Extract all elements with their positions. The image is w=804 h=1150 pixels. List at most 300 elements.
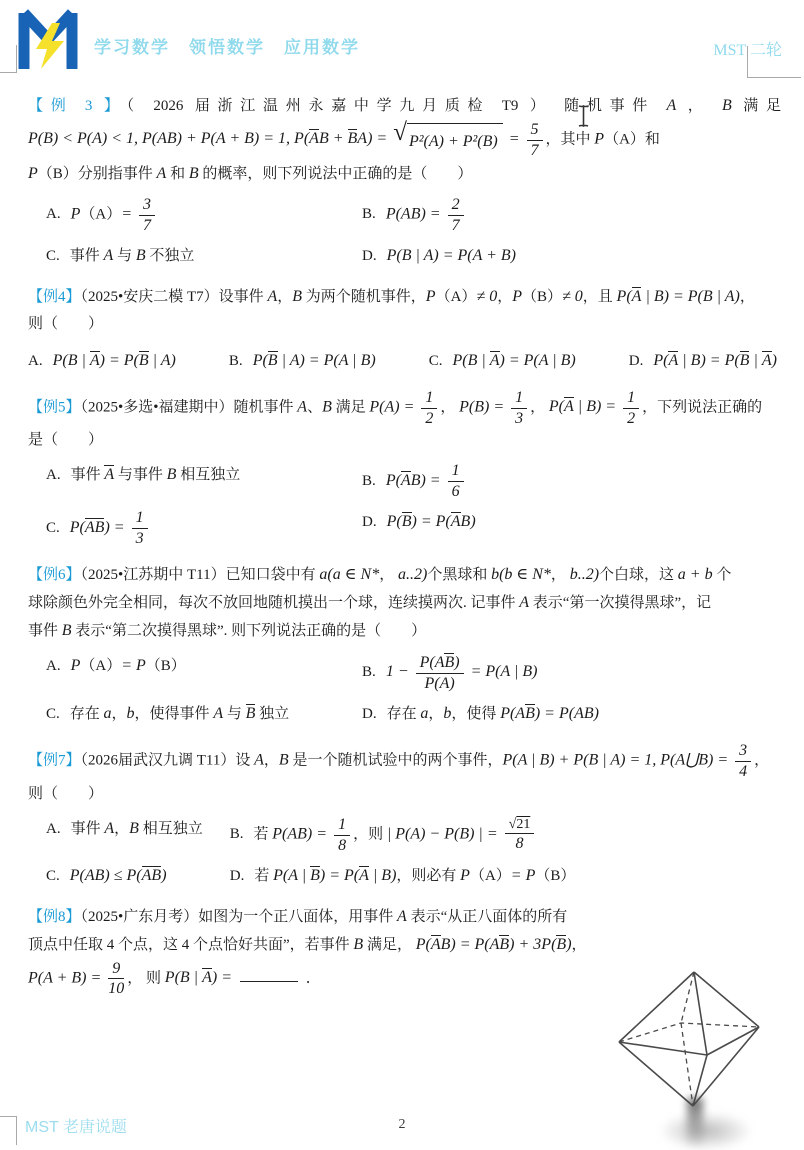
math-expression: = P	[510, 866, 536, 884]
text-run: 与	[113, 247, 136, 264]
fraction-denominator	[334, 836, 350, 855]
text-run: 则（ ）	[28, 315, 104, 332]
math-expression: B	[188, 164, 199, 182]
math-expression: 5	[530, 121, 539, 138]
overline-bar: A	[564, 397, 574, 415]
math-expression: P(B | A) =	[164, 968, 236, 986]
options-grid	[28, 195, 781, 270]
math-expression: = P(A | B)	[466, 662, 538, 680]
fraction-denominator	[505, 834, 535, 853]
problem-line	[28, 427, 781, 454]
fraction	[421, 388, 437, 428]
text-run: （2026届武汉九调 T11）设	[80, 752, 255, 769]
option-D	[362, 700, 781, 728]
math-expression: A	[297, 397, 308, 415]
corner-mark-top-right	[747, 46, 801, 78]
overline-bar: A	[631, 287, 642, 305]
overline-bar: B	[739, 351, 750, 369]
overline-bar: A	[89, 351, 100, 369]
document-content[interactable]	[28, 92, 781, 1011]
text-run: 若	[253, 826, 273, 843]
option-key: A.	[28, 352, 43, 369]
fraction	[623, 388, 639, 428]
option-key: D.	[362, 247, 377, 264]
problem-label: 【例5】	[28, 398, 81, 415]
option-A	[46, 195, 362, 235]
text-run: （B）分别指事件	[37, 165, 157, 182]
problem-line	[28, 617, 781, 645]
text-run: （B）	[145, 658, 186, 675]
math-expression: A	[254, 751, 264, 769]
option-key: C.	[46, 705, 60, 722]
option-C	[46, 242, 362, 270]
math-expression: A	[104, 819, 115, 837]
math-expression: P²(A) + P²(B)	[408, 132, 498, 150]
fraction-denominator	[132, 529, 148, 548]
option-key: A.	[46, 658, 61, 675]
text-run: 独立	[255, 705, 290, 722]
text-run: （B）	[535, 867, 576, 884]
fraction-denominator	[448, 216, 464, 235]
text-run: ， 则	[127, 969, 165, 986]
option-A	[28, 347, 176, 375]
text-run: ，使得事件	[134, 705, 214, 722]
corner-mark-top-left	[0, 45, 17, 73]
options-grid	[28, 652, 781, 728]
problem-line	[28, 903, 620, 931]
math-expression: b	[126, 704, 135, 722]
option-B	[362, 461, 781, 501]
math-expression: P(B) = P(AB)	[386, 513, 476, 531]
option-key: B.	[228, 352, 243, 369]
math-expression: 8	[515, 835, 524, 853]
fraction	[505, 816, 535, 854]
text-run: 满足，	[363, 936, 416, 953]
text-run: ．	[301, 969, 321, 986]
overline-bar: A	[761, 351, 772, 369]
fraction-numerator	[334, 815, 350, 836]
text-run: （A）	[80, 206, 122, 223]
math-expression: 2	[451, 195, 460, 213]
fraction-numerator	[416, 652, 464, 674]
page-number: 2	[398, 1117, 406, 1132]
text-run: （2025•江苏期中 T11）已知口袋中有	[80, 567, 320, 584]
options-row	[28, 347, 781, 375]
math-expression: P(B | A) = P(B | A)	[52, 351, 176, 369]
problem-line	[28, 160, 781, 188]
math-expression: P	[460, 866, 470, 884]
math-expression: P(AB) =	[69, 518, 129, 536]
math-expression: 7	[143, 216, 152, 234]
problem-label: 【例4】	[28, 288, 81, 305]
math-expression: a	[420, 704, 429, 722]
option-C	[46, 700, 362, 728]
problem-ex3	[28, 92, 781, 270]
math-expression: P	[70, 657, 81, 675]
math-expression: B	[278, 751, 289, 769]
overline-bar: A	[489, 351, 500, 369]
text-run: 不独立	[145, 247, 195, 264]
option-key: B.	[362, 472, 376, 489]
math-expression: 1 −	[385, 662, 413, 680]
overline-bar: B	[94, 518, 105, 536]
math-expression: 1	[515, 388, 524, 406]
fraction-numerator	[108, 959, 124, 980]
option-B	[230, 815, 781, 855]
text-run: ，	[739, 288, 755, 305]
text-run: 存在	[69, 705, 104, 722]
math-expression: 3	[135, 530, 144, 548]
option-key: B.	[229, 826, 244, 843]
radical-sign: √	[393, 118, 407, 146]
page-header	[0, 0, 804, 88]
option-key: A.	[46, 820, 61, 837]
text-run: 为两个随机事件，	[302, 288, 426, 305]
fraction-numerator	[527, 120, 543, 141]
text-run: 与事件	[114, 467, 167, 484]
fraction-denominator	[623, 409, 639, 428]
math-expression: ≠ 0	[562, 287, 583, 305]
text-run: （A）	[435, 288, 477, 305]
math-expression: 1	[135, 509, 144, 527]
fraction-numerator	[421, 388, 437, 409]
math-expression: =	[504, 130, 524, 148]
math-expression: P(B | A) = P(A + B)	[386, 246, 517, 264]
text-run: 个白球，这	[599, 567, 678, 584]
text-run: 表示“第一次摸得黑球”，记	[529, 595, 712, 612]
math-expression: a + b	[677, 566, 713, 584]
overline-bar: A	[309, 130, 319, 148]
text-run: 和	[166, 165, 189, 182]
math-expression: 1	[627, 388, 636, 406]
text-run: 球除颜色外完全相同，每次不放回地随机摸出一个球，连续摸两次. 记事件	[28, 595, 520, 612]
math-expression: A	[213, 704, 224, 722]
math-expression: P(A | B) + P(B | A) = 1, P(A⋃B) =	[502, 751, 733, 769]
math-expression: P(AB) =	[272, 825, 332, 843]
radical-sign: √	[508, 816, 517, 832]
overline-bar: B	[499, 935, 510, 953]
options-grid	[28, 815, 781, 890]
problem-label: 【例6】	[28, 567, 81, 584]
text-run: 与	[223, 705, 246, 722]
math-expression: 3	[515, 409, 524, 427]
fraction-denominator	[735, 762, 751, 781]
text-run: ，	[530, 398, 549, 415]
math-expression: P	[425, 287, 436, 305]
text-run: ，	[111, 705, 127, 722]
text-run: 的概率，则下列说法中正确的是（ ）	[198, 165, 473, 182]
math-expression: = P	[121, 657, 146, 675]
option-C	[46, 508, 362, 548]
edition-label: MST 二轮	[713, 42, 782, 59]
text-run: ，且	[582, 288, 617, 305]
problem-line	[28, 781, 781, 808]
text-run: 、	[307, 398, 323, 415]
problem-label: 【例8】	[28, 908, 81, 925]
text-run: （A）	[80, 658, 122, 675]
overline-bar: A	[202, 968, 212, 986]
fraction	[527, 120, 543, 160]
radicand: 21	[516, 816, 531, 832]
fraction-numerator	[623, 388, 639, 409]
option-key: C.	[46, 247, 60, 264]
math-expression: P(AB) ≤ P(AB)	[69, 866, 167, 884]
math-expression: P(B) < P(A) < 1, P(AB) + P(A + B) = 1, P(AB + BA) =	[28, 130, 392, 148]
problem-ex6	[28, 561, 781, 728]
text-run: （2025•多选•福建期中）随机事件	[80, 398, 298, 415]
math-expression: 1	[425, 388, 434, 406]
option-A	[46, 461, 362, 501]
overline-bar: A	[668, 351, 679, 369]
option-key: D.	[362, 705, 377, 722]
text-run: ，	[277, 288, 293, 305]
option-key: C.	[46, 519, 60, 536]
math-expression: A	[397, 907, 407, 925]
math-expression: 10	[108, 980, 125, 998]
text-run: 满足	[331, 398, 370, 415]
problem-line	[28, 589, 781, 617]
problem-line	[28, 561, 781, 589]
math-expression: P	[28, 164, 38, 182]
text-run: 相互独立	[176, 467, 241, 484]
text-run: ，	[497, 288, 513, 305]
math-expression: P(A | B) =	[548, 397, 621, 415]
answer-blank	[240, 966, 298, 982]
option-C	[46, 862, 230, 890]
problem-ex7	[28, 741, 781, 890]
math-expression: 4	[739, 762, 748, 780]
overline-bar: B	[347, 130, 358, 148]
option-D	[230, 862, 781, 890]
overline-bar: A	[84, 518, 95, 536]
math-expression: B	[292, 287, 303, 305]
text-cursor-ibeam-icon	[577, 104, 590, 128]
option-B	[229, 347, 376, 375]
square-root	[393, 118, 503, 157]
text-run: 满足	[731, 98, 781, 114]
math-expression: P(A)	[424, 674, 455, 692]
math-expression: 2	[425, 409, 434, 427]
text-run: ，	[440, 398, 460, 415]
option-B	[362, 652, 781, 693]
radicand	[407, 123, 503, 157]
text-run: ，	[676, 98, 722, 114]
math-expression: 9	[112, 959, 121, 977]
fraction-denominator	[421, 409, 437, 428]
footer-brand: MST 老唐说题	[25, 1119, 127, 1136]
math-expression: P(A + B) =	[28, 968, 106, 986]
text-run: 是一个随机试验中的两个事件，	[288, 752, 503, 769]
math-expression: P(B | A) = P(A | B)	[252, 351, 376, 369]
math-expression: a..2)	[397, 566, 428, 584]
math-expression: 7	[530, 141, 539, 159]
fraction-denominator	[527, 141, 543, 160]
overline-bar: A	[430, 935, 441, 953]
fraction-denominator	[511, 409, 527, 428]
text-run: ，	[428, 705, 444, 722]
problem-line	[28, 959, 620, 999]
math-expression: 7	[451, 216, 460, 234]
text-run: （ 2026 届浙江温州永嘉中学九月质检 T9 ） 随机事件	[126, 98, 667, 114]
fraction-numerator	[132, 508, 148, 529]
option-B	[362, 195, 781, 235]
option-key: C.	[428, 352, 443, 369]
text-run: ，	[550, 567, 570, 584]
option-D	[629, 347, 777, 375]
math-expression: P	[70, 205, 81, 223]
overline-bar: B	[556, 935, 567, 953]
overline-bar: B	[401, 513, 412, 531]
math-expression: B	[353, 935, 364, 953]
math-expression: P(B | A) = P(A | B)	[452, 351, 576, 369]
math-expression: b(b ∈ N*	[491, 566, 551, 584]
text-run: 存在	[386, 705, 421, 722]
fraction-denominator	[108, 979, 124, 998]
math-expression: P(AB) =	[385, 205, 445, 223]
option-key: C.	[46, 867, 60, 884]
overline-bar: B	[138, 351, 149, 369]
text-run: ，	[571, 936, 587, 953]
fraction	[334, 815, 350, 855]
math-expression: P(A | B) = P(B | A)	[616, 287, 740, 305]
math-expression: P	[512, 287, 522, 305]
option-A	[46, 815, 230, 855]
text-run: 事件	[69, 247, 104, 264]
text-run: （A）和	[604, 131, 660, 148]
text-run: ，则必有	[396, 867, 461, 884]
problem-line	[28, 741, 781, 781]
math-expression: | P(A) − P(B) | =	[386, 825, 502, 843]
math-expression: b	[443, 704, 452, 722]
math-expression: b..2)	[569, 566, 600, 584]
option-key: B.	[362, 663, 376, 680]
math-expression: B	[166, 466, 177, 484]
math-expression: ≠ 0	[476, 287, 498, 305]
math-expression: B	[322, 397, 332, 415]
fraction-numerator	[448, 461, 464, 482]
math-expression: A	[156, 164, 167, 182]
overline-bar: A	[450, 513, 461, 531]
problem-label: 【例 3 】	[28, 98, 127, 114]
fraction-denominator	[139, 216, 155, 235]
text-run: （2025•安庆二模 T7）设事件	[80, 288, 268, 305]
fraction-numerator	[511, 388, 527, 409]
option-key: A.	[46, 206, 61, 223]
overline-bar: A	[141, 866, 152, 884]
options-grid	[28, 461, 781, 548]
math-expression: 6	[451, 483, 460, 501]
math-expression: A	[519, 594, 530, 612]
math-expression: P(A | B) = P(B | A)	[653, 351, 777, 369]
fraction-denominator	[448, 482, 464, 501]
math-expression: =	[121, 205, 137, 223]
math-expression: P(A | B) = P(A | B)	[273, 866, 397, 884]
math-expression: 3	[739, 741, 748, 759]
text-run: 个黑球和	[427, 567, 492, 584]
text-run: ，使得	[451, 705, 501, 722]
fraction	[511, 388, 527, 428]
option-key: B.	[362, 206, 376, 223]
text-run: 顶点中任取 4 个点，这 4 个点恰好共面”，若事件	[28, 936, 354, 953]
math-expression: P(AB)	[419, 654, 460, 672]
problem-label: 【例7】	[28, 752, 81, 769]
fraction	[416, 652, 464, 693]
text-run: 事件	[70, 820, 105, 837]
problem-line	[28, 388, 781, 428]
option-key: A.	[46, 467, 61, 484]
problem-line	[28, 311, 781, 338]
option-A	[46, 652, 362, 693]
math-expression: B	[129, 819, 139, 837]
text-run: ，下列说法正确的	[642, 398, 763, 415]
text-run: 表示“从正八面体的所有	[406, 908, 568, 925]
overline-bar: B	[267, 351, 278, 369]
option-D	[362, 508, 781, 548]
fraction-numerator	[448, 195, 464, 216]
text-run: ，其中	[545, 131, 595, 148]
math-expression: A	[103, 246, 114, 264]
text-run: 事件	[28, 623, 62, 640]
brand-tagline: 学习数学 领悟数学 应用数学	[94, 38, 360, 57]
math-expression: A	[267, 287, 278, 305]
problem-ex4	[28, 283, 781, 375]
text-run: ，	[754, 752, 770, 769]
text-run: ，则	[353, 826, 387, 843]
text-run: 相互独立	[138, 820, 203, 837]
math-expression: B	[135, 246, 146, 264]
math-expression: 1	[338, 815, 347, 833]
option-key: D.	[362, 514, 377, 531]
fraction-numerator	[139, 195, 155, 216]
math-expression: a(a ∈ N*	[319, 566, 380, 584]
fraction	[139, 195, 155, 235]
math-expression: P(AB) =	[385, 471, 445, 489]
overline-bar: B	[525, 704, 535, 722]
overline-bar: B	[151, 866, 162, 884]
text-run: （B）	[521, 288, 562, 305]
overline-bar: B	[245, 704, 256, 722]
math-expression	[104, 466, 114, 483]
math-expression: P(A) =	[369, 397, 419, 415]
overline-bar: A	[400, 471, 411, 489]
text-run: ，	[114, 820, 130, 837]
text-run: 个	[712, 567, 732, 584]
text-run: 是（ ）	[28, 432, 104, 449]
text-run: 表示“第二次摸得黑球”. 则下列说法正确的是（ ）	[71, 623, 427, 640]
problem-line	[28, 931, 620, 959]
overline-bar: B	[444, 654, 455, 672]
math-expression: P	[594, 130, 605, 148]
problem-line	[28, 283, 781, 311]
overline-bar: A	[359, 866, 369, 884]
math-expression: B	[721, 97, 732, 114]
problem-line	[28, 92, 781, 120]
fraction-numerator	[735, 741, 751, 762]
math-expression: 8	[338, 836, 347, 854]
problem-ex5	[28, 388, 781, 548]
fraction	[108, 959, 124, 999]
text-run: ，	[379, 567, 398, 584]
fraction-denominator	[416, 674, 464, 693]
text-run: ，	[263, 752, 279, 769]
math-expression: P(AB) = P(AB)	[500, 704, 599, 722]
math-expression: B	[61, 622, 72, 640]
math-expression: P(B) =	[459, 397, 509, 415]
fraction-numerator	[505, 816, 535, 835]
text-run: （2025•广东月考）如图为一个正八面体，用事件	[80, 908, 398, 925]
math-expression: 3	[143, 195, 152, 213]
option-key: D.	[628, 352, 644, 369]
